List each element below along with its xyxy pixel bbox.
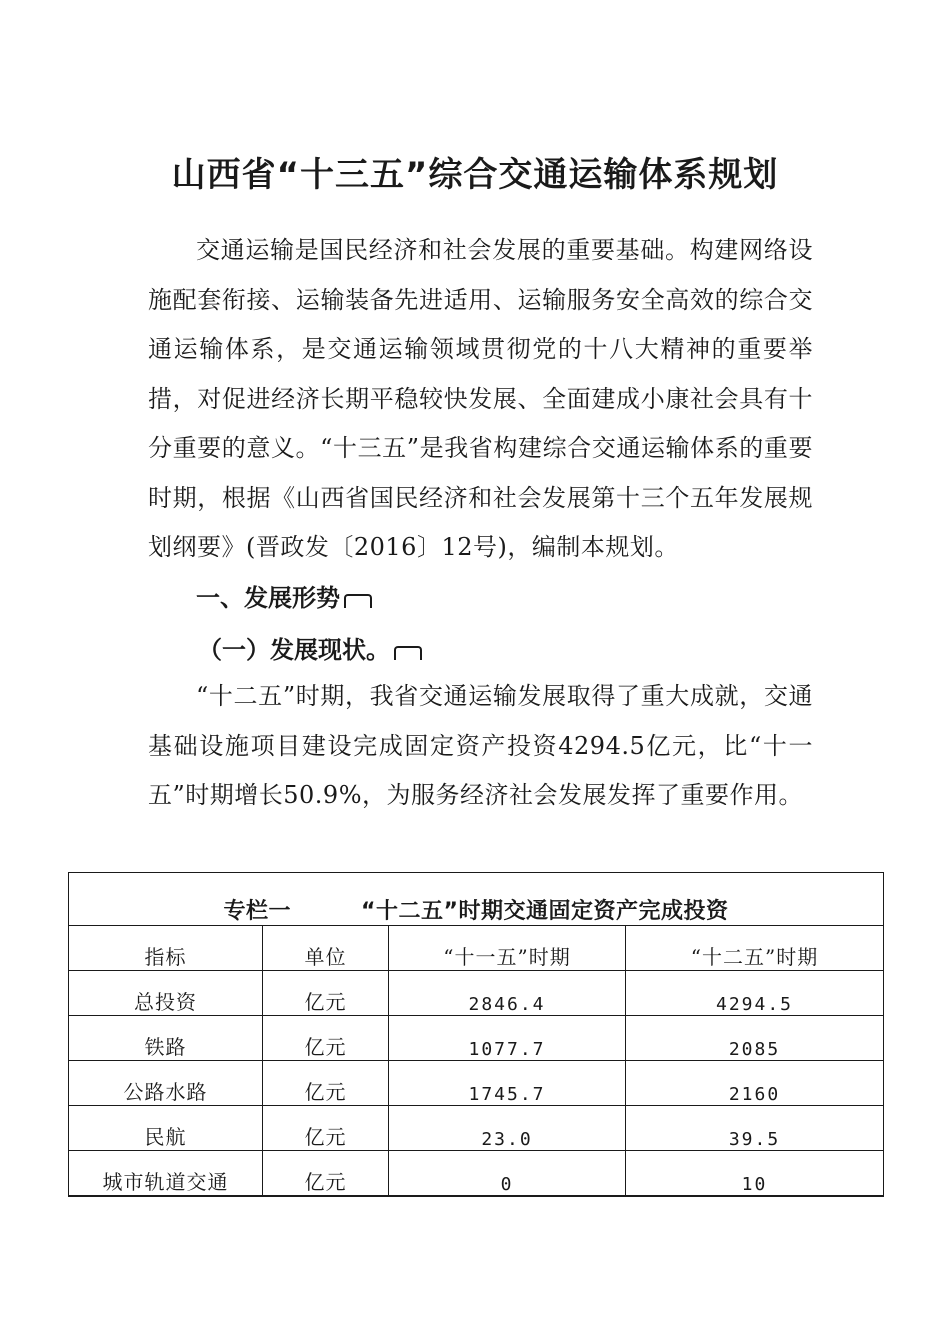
row-unit: 亿元 bbox=[263, 971, 389, 1016]
row-value-12th: 4294.5 bbox=[626, 971, 884, 1016]
row-value-11th: 2846.4 bbox=[389, 971, 626, 1016]
row-indicator: 铁路 bbox=[69, 1016, 263, 1061]
table-row bbox=[69, 1016, 884, 1061]
paragraph-mark-icon bbox=[394, 646, 422, 660]
section-heading bbox=[196, 578, 372, 618]
table-caption-title: “十二五”时期交通固定资产完成投资 bbox=[361, 899, 729, 924]
document-title: 山西省“十三五”综合交通运输体系规划 bbox=[171, 155, 779, 195]
row-value-12th: 39.5 bbox=[626, 1106, 884, 1151]
subsection-heading bbox=[198, 630, 422, 670]
table-row bbox=[69, 1151, 884, 1197]
investment-table bbox=[68, 872, 884, 1197]
table-caption-row bbox=[69, 873, 884, 926]
row-unit: 亿元 bbox=[263, 1061, 389, 1106]
row-value-12th: 2085 bbox=[626, 1016, 884, 1061]
column-header-unit: 单位 bbox=[263, 926, 389, 971]
table-caption bbox=[69, 873, 884, 926]
row-unit: 亿元 bbox=[263, 1106, 389, 1151]
table-header-row bbox=[69, 926, 884, 971]
row-value-11th: 1077.7 bbox=[389, 1016, 626, 1061]
section-heading-text: 一、发展形势 bbox=[196, 584, 340, 612]
table-row bbox=[69, 971, 884, 1016]
intro-paragraph: 交通运输是国民经济和社会发展的重要基础。构建网络设施配套衔接、运输装备先进适用、运输服务安全高效的综合交通运输体系，是交通运输领域贯彻党的十八大精神的重要举措，对促进经济长期平稳较快发展、全面建成小康社会具有十分重要的意义。“十三五”是我省构建综合交通运输体系的重要时期，根据《山西省国民经济和社会发展第十三个五年发展规划纲要》(晋政发〔2016〕12号)，编制本规划。 bbox=[148, 236, 813, 561]
row-indicator: 总投资 bbox=[69, 971, 263, 1016]
column-header-11th-plan: “十一五”时期 bbox=[389, 926, 626, 971]
subsection-heading-text: （一）发展现状。 bbox=[198, 636, 390, 664]
row-value-12th: 2160 bbox=[626, 1061, 884, 1106]
row-value-12th: 10 bbox=[626, 1151, 884, 1197]
row-value-11th: 23.0 bbox=[389, 1106, 626, 1151]
row-unit: 亿元 bbox=[263, 1016, 389, 1061]
row-indicator: 公路水路 bbox=[69, 1061, 263, 1106]
paragraph-mark-icon bbox=[344, 594, 372, 608]
column-header-12th-plan: “十二五”时期 bbox=[626, 926, 884, 971]
row-indicator: 民航 bbox=[69, 1106, 263, 1151]
row-unit: 亿元 bbox=[263, 1151, 389, 1197]
row-value-11th: 0 bbox=[389, 1151, 626, 1197]
table-row bbox=[69, 1061, 884, 1106]
table-row bbox=[69, 1106, 884, 1151]
table-caption-label: 专栏一 bbox=[223, 899, 292, 924]
row-value-11th: 1745.7 bbox=[389, 1061, 626, 1106]
status-paragraph: “十二五”时期，我省交通运输发展取得了重大成就，交通基础设施项目建设完成固定资产投资4294.5亿元，比“十一五”时期增长50.9%，为服务经济社会发展发挥了重要作用。 bbox=[148, 682, 813, 809]
column-header-indicator: 指标 bbox=[69, 926, 263, 971]
row-indicator: 城市轨道交通 bbox=[69, 1151, 263, 1197]
